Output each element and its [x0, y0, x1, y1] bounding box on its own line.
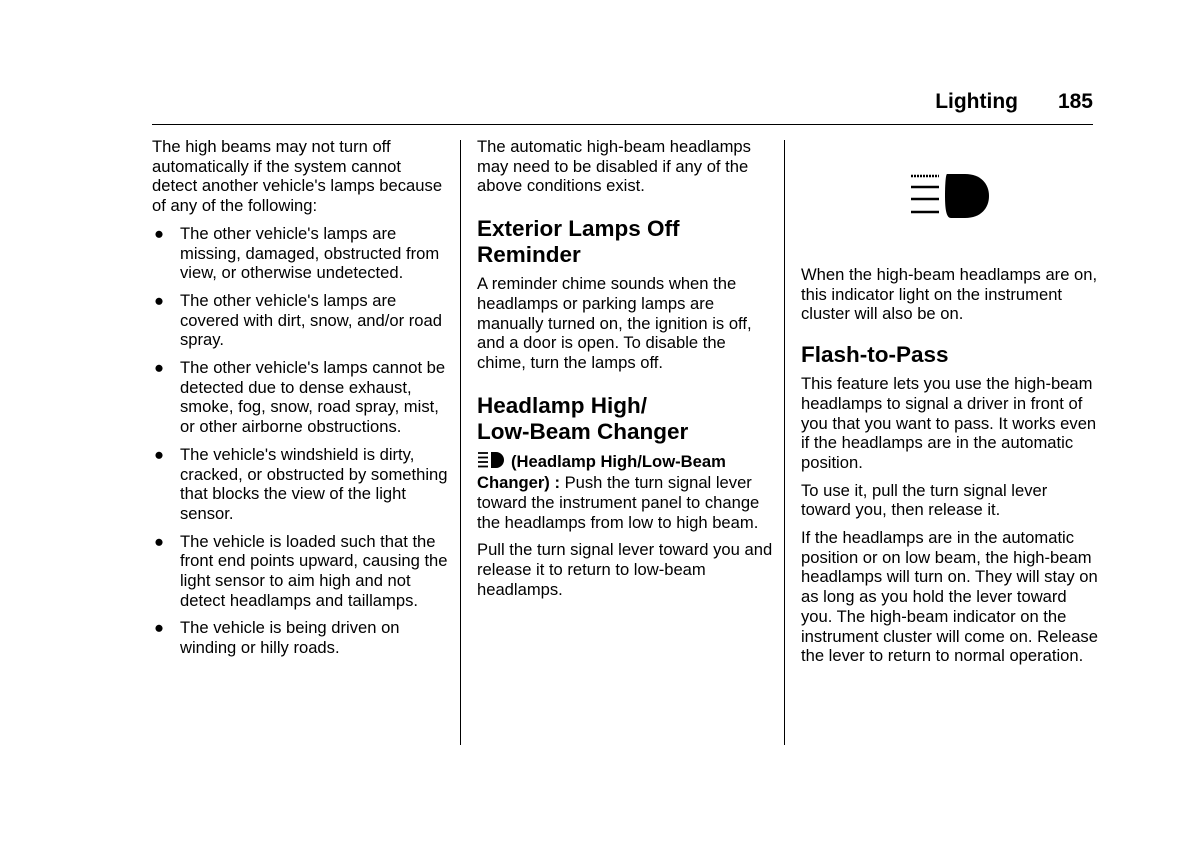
behavior-paragraph: If the headlamps are in the automatic position or on low beam, the high-beam headlamps will turn on. They will stay on as long as you hold the lever toward you. The high-beam indicator on the instrument cluster will come on. Release the lever to return to normal operation. [801, 528, 1098, 666]
list-item [152, 618, 450, 657]
bullet-icon: ● [154, 531, 165, 551]
indicator-paragraph: When the high-beam headlamps are on, this indicator light on the instrument cluster will also be on. [801, 265, 1098, 324]
heading-line: Low-Beam Changer [477, 418, 689, 444]
page-number: 185 [1057, 90, 1093, 113]
list-item [152, 224, 450, 283]
heading-line: Reminder [477, 242, 581, 268]
heading-headlamp-changer [477, 393, 777, 445]
heading-line: Exterior Lamps Off [477, 216, 680, 242]
list-item-text: The other vehicle's lamps are covered with dirt, snow, and/or road spray. [180, 290, 442, 350]
column-1 [152, 137, 450, 666]
list-item [152, 358, 450, 437]
bullet-icon: ● [154, 290, 165, 310]
list-item [152, 445, 450, 524]
high-beam-icon [477, 451, 507, 474]
list-item-text: The other vehicle's lamps cannot be detected due to dense exhaust, smoke, fog, snow, road spray, mist, or other airborne obstructions. [180, 358, 446, 437]
bullet-icon: ● [154, 444, 165, 464]
column-divider-1 [460, 140, 461, 745]
page-header [152, 88, 1093, 125]
list-item [152, 532, 450, 611]
column-2 [477, 137, 777, 608]
high-beam-indicator-icon [909, 172, 993, 224]
heading-exterior-lamps-off-reminder [477, 216, 777, 268]
section-title: Lighting [935, 90, 1018, 113]
list-item-text: The vehicle's windshield is dirty, cracked, or obstructed by something that blocks the view of the light sensor. [180, 444, 448, 523]
intro-paragraph: The high beams may not turn off automatically if the system cannot detect another vehicle's lamps because of any of the following: [152, 137, 443, 216]
control-text: Push the turn signal lever toward the instrument panel to change the headlamps from low to high beam. [477, 473, 760, 532]
control-label: (Headlamp High/Low-Beam Changer) : [477, 451, 726, 493]
feature-paragraph: This feature lets you use the high-beam headlamps to signal a driver in front of you that you want to pass. It works even if the headlamps are in the automatic position. [801, 374, 1097, 472]
bullet-icon: ● [154, 358, 165, 378]
reminder-paragraph: A reminder chime sounds when the headlamps or parking lamps are manually turned on, the ignition is off, and a door is open. To disable the chime, turn the lamps off. [477, 274, 752, 372]
bullet-icon: ● [154, 618, 165, 638]
return-paragraph: Pull the turn signal lever toward you and release it to return to low-beam headlamps. [477, 540, 773, 599]
list-item-text: The vehicle is being driven on winding or hilly roads. [180, 618, 400, 658]
list-item-text: The other vehicle's lamps are missing, damaged, obstructed from view, or otherwise undetected. [180, 223, 440, 283]
disable-paragraph: The automatic high-beam headlamps may need to be disabled if any of the above conditions exist. [477, 137, 751, 196]
list-item-text: The vehicle is loaded such that the front end points upward, causing the light sensor to aim high and not detect headlamps and taillamps. [180, 531, 448, 610]
list-item [152, 291, 450, 350]
heading-line: Headlamp High/ [477, 392, 648, 418]
heading-flash-to-pass: Flash-to-Pass [801, 342, 949, 368]
column-3 [801, 137, 1101, 674]
column-divider-2 [784, 140, 785, 745]
usage-paragraph: To use it, pull the turn signal lever toward you, then release it. [801, 480, 1048, 520]
bullet-icon: ● [154, 223, 165, 243]
indicator-figure [801, 137, 1101, 265]
changer-paragraph [477, 451, 777, 533]
conditions-list [152, 224, 450, 658]
